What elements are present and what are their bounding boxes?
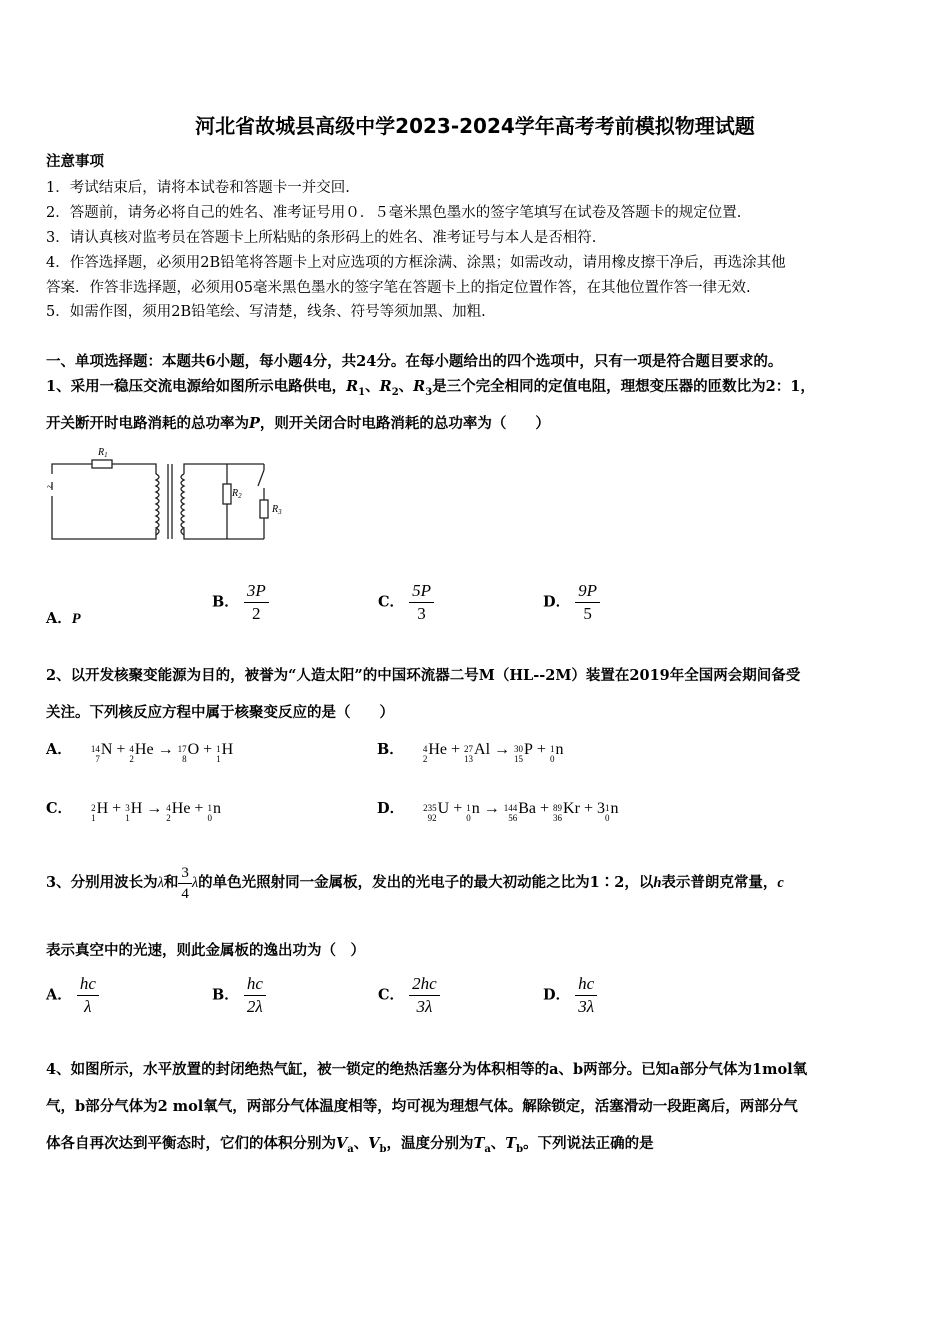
notice-item-3: 3．请认真核对监考员在答题卡上所粘贴的条形码上的姓名、准考证号与本人是否相符. — [46, 230, 597, 246]
q3-line1: 3、分别用波长为λ和 $\frac{3}{4}$ λ的单色光照射同一金属板，发出的光电子的最大初动能之比为1∶2，以h表示普朗克常量，c — [46, 864, 784, 902]
page-title: 河北省故城县高级中学2023-2024学年高考考前模拟物理试题 — [195, 114, 755, 138]
label-r1: $R_1$ — [98, 447, 108, 459]
q2-option-d[interactable]: D． 235 92 U + 1 0 n → 144 56 Ba + 89 36 Kr + 3 1 0 n — [377, 800, 619, 823]
notice-item-2: 2．答题前，请务必将自己的姓名、准考证号用０．５毫米黑色墨水的签字笔填写在试卷及答题卡的规定位置. — [46, 205, 742, 221]
q4-line1: 4、如图所示，水平放置的封闭绝热气缸，被一锁定的绝热活塞分为体积相等的a、b两部分。已知a部分气体为1mol氧 — [46, 1061, 808, 1078]
notice-item-4-cont: 答案．作答非选择题，必须用05毫米黑色墨水的签字笔在答题卡上的指定位置作答，在其他位置作答一律无效. — [46, 280, 751, 296]
notice-heading: 注意事项 — [46, 153, 104, 170]
q4-line2: 气，b部分气体为2 mol氧气，两部分气体温度相等，均可视为理想气体。解除锁定，活塞滑动一段距离后，两部分气 — [46, 1098, 798, 1115]
notice-item-4: 4．作答选择题，必须用2B铅笔将答题卡上对应选项的方框涂满、涂黑；如需改动，请用橡皮擦干净后，再选涂其他 — [46, 255, 786, 271]
q1-option-c[interactable]: C． $\frac{5P}{3}$ — [378, 580, 434, 625]
section-heading: 一、单项选择题：本题共6小题，每小题4分，共24分。在每小题给出的四个选项中，只有一项是符合题目要求的。 — [46, 353, 783, 370]
q4-line3: 体各自再次达到平衡态时，它们的体积分别为$V_a$、$V_b$，温度分别为$T_a$、$T_b$。下列说法正确的是 — [46, 1135, 654, 1155]
q1-option-b[interactable]: B． $\frac{3P}{2}$ — [212, 580, 269, 625]
q3-option-d[interactable]: D． $\frac{hc}{3\lambda}$ — [543, 973, 597, 1018]
q2-option-b[interactable]: B． 4 2 He + 27 13 Al → 30 15 P + 1 0 n — [377, 741, 564, 764]
q2-option-c[interactable]: C． 2 1 H + 3 1 H → 4 2 He + 1 0 n — [46, 800, 221, 823]
notice-item-1: 1．考试结束后，请将本试卷和答题卡一并交回. — [46, 180, 350, 196]
q3-line2: 表示真空中的光速，则此金属板的逸出功为（ ） — [46, 942, 365, 959]
q1-line1: 1、采用一稳压交流电源给如图所示电路供电，$R_1$、$R_2$、$R_3$是三个完全相同的定值电阻，理想变压器的匝数比为2：1， — [46, 378, 815, 398]
q1-option-a[interactable]: A．P — [46, 610, 81, 627]
notice-item-5: 5．如需作图，须用2B铅笔绘、写清楚，线条、符号等须加黑、加粗. — [46, 304, 486, 320]
svg-text:~: ~ — [47, 482, 53, 493]
q2-option-a[interactable]: A． 14 7 N + 4 2 He → 17 8 O + 1 1 H — [46, 741, 234, 764]
q3-option-b[interactable]: B． $\frac{hc}{2\lambda}$ — [212, 973, 266, 1018]
q2-line1: 2、以开发核聚变能源为目的，被誉为“人造太阳”的中国环流器二号M（HL--2M）装置在2019年全国两会期间备受 — [46, 667, 801, 684]
q1-option-d[interactable]: D． $\frac{9P}{5}$ — [543, 580, 600, 625]
q3-option-c[interactable]: C． $\frac{2hc}{3\lambda}$ — [378, 973, 440, 1018]
q1-line2: 开关断开时电路消耗的总功率为P，则开关闭合时电路消耗的总功率为（ ） — [46, 415, 550, 432]
q3-option-a[interactable]: A． $\frac{hc}{\lambda}$ — [46, 973, 99, 1018]
q2-line2: 关注。下列核反应方程中属于核聚变反应的是（ ） — [46, 704, 394, 721]
q1-circuit-diagram — [44, 444, 304, 546]
label-r3: $R_3$ — [272, 504, 282, 516]
label-r2: $R_2$ — [232, 488, 242, 500]
